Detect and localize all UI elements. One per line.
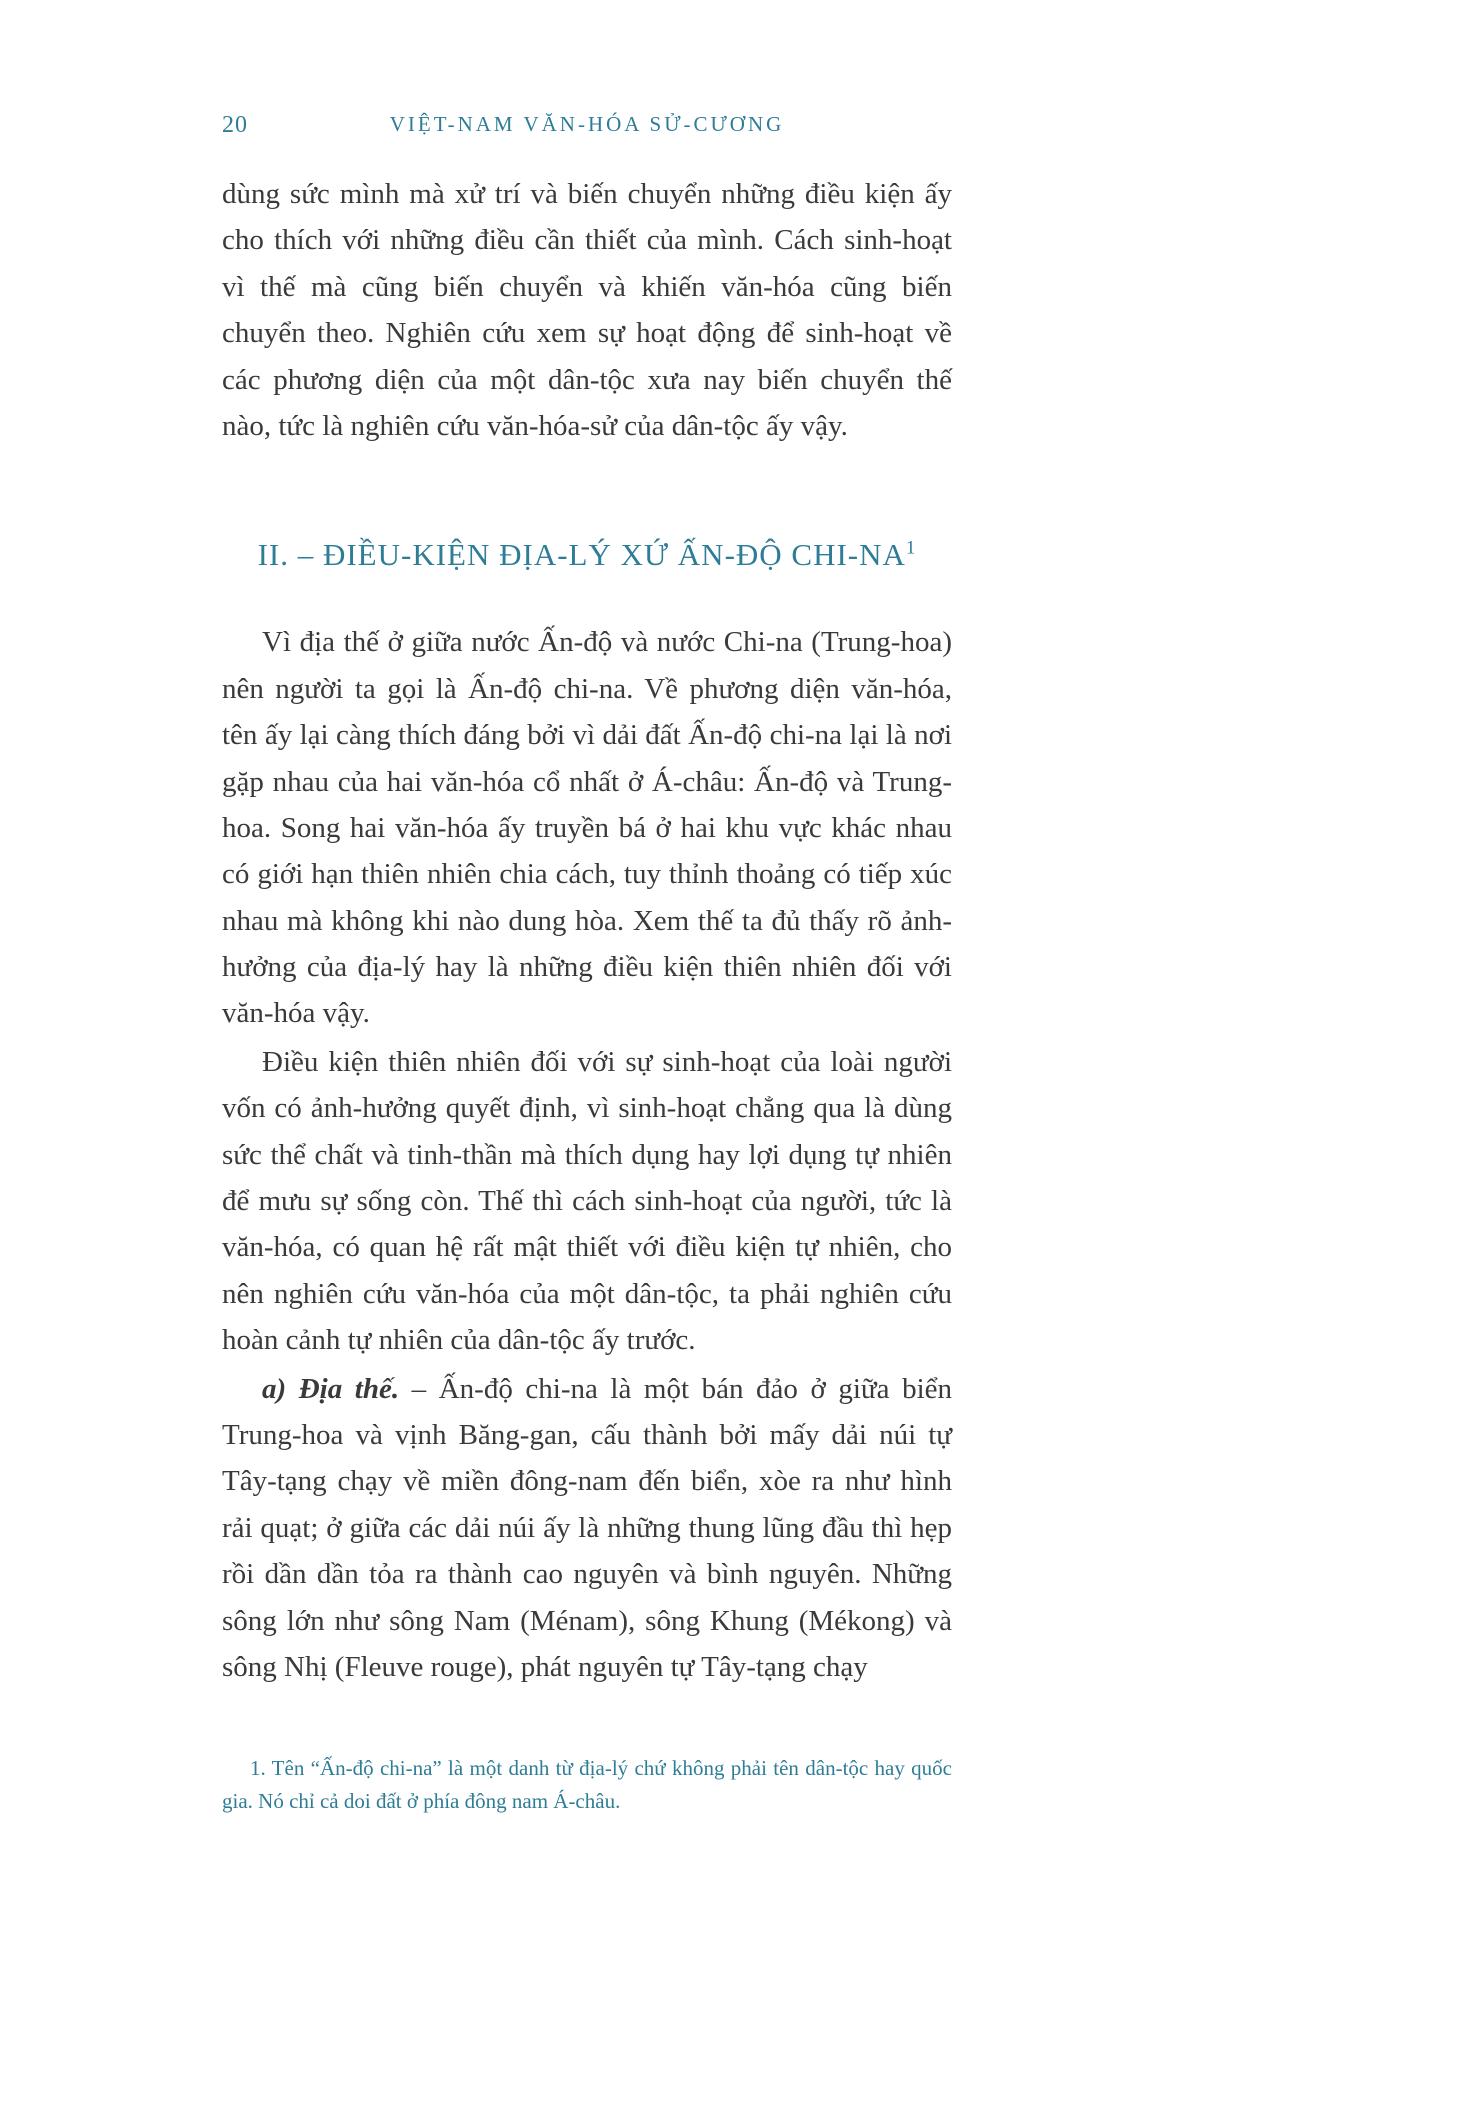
paragraph: Vì địa thế ở giữa nước Ấn-độ và nước Chi-na (Trung-hoa) nên người ta gọi là Ấn-độ chi-na. Về phương diện văn-hóa, tên ấy lại càng thích đáng bởi vì dải đất Ấn-độ chi-na lại là nơi gặp nhau của hai văn-hóa cổ nhất ở Á-châu: Ấn-độ và Trung-hoa. Song hai văn-hóa ấy truyền bá ở hai khu vực khác nhau có giới hạn thiên nhiên chia cách, tuy thỉnh thoảng có tiếp xúc nhau mà không khi nào dung hòa. Xem thế ta đủ thấy rõ ảnh-hưởng của địa-lý hay là những điều kiện thiên nhiên đối với văn-hóa vậy. (222, 626, 952, 1030)
running-header (222, 112, 952, 137)
footnote-reference: 1 (905, 538, 917, 560)
subsection-text: Ấn-độ chi-na là một bán đảo ở giữa biển Trung-hoa và vịnh Băng-gan, cấu thành bởi mấy dải núi tự Tây-tạng chạy về miền đông-nam đến biển, xòe ra như hình rải quạt; ở giữa các dải núi ấy là những thung lũng đầu thì hẹp rồi dần dần tỏa ra thành cao nguyên và bình nguyên. Những sông lớn như sông Nam (Ménam), sông Khung (Mékong) và sông Nhị (Fleuve rouge), phát nguyên tự Tây-tạng chạy (222, 1372, 952, 1683)
footnote: 1. Tên “Ấn-độ chi-na” là một danh từ địa-lý chứ không phải tên dân-tộc hay quốc gia. Nó chỉ cả doi đất ở phía đông nam Á-châu. (222, 1756, 952, 1813)
paragraph: Điều kiện thiên nhiên đối với sự sinh-hoạt của loài người vốn có ảnh-hưởng quyết định, vì sinh-hoạt chẳng qua là dùng sức thể chất và tinh-thần mà thích dụng hay lợi dụng tự nhiên để mưu sự sống còn. Thế thì cách sinh-hoạt của người, tức là văn-hóa, có quan hệ rất mật thiết với điều kiện tự nhiên, cho nên nghiên cứu văn-hóa của một dân-tộc, ta phải nghiên cứu hoàn cảnh tự nhiên của dân-tộc ấy trước. (222, 1045, 952, 1357)
page-number: 20 (222, 112, 248, 138)
subsection-lead: a) Địa thế. (262, 1372, 400, 1405)
subsection-dash: – (399, 1372, 439, 1405)
intro-paragraph: dùng sức mình mà xử trí và biến chuyển những điều kiện ấy cho thích với những điều cần thiết của mình. Cách sinh-hoạt vì thế mà cũng biến chuyển và khiến văn-hóa cũng biến chuyển theo. Nghiên cứu xem sự hoạt động để sinh-hoạt về các phương diện của một dân-tộc xưa nay biến chuyển thế nào, tức là nghiên cứu văn-hóa-sử của dân-tộc ấy vậy. (222, 178, 952, 442)
running-title: VIỆT-NAM VĂN-HÓA SỬ-CƯƠNG (389, 112, 785, 136)
section-heading-text: II. – ĐIỀU-KIỆN ĐỊA-LÝ XỨ ẤN-ĐỘ CHI-NA (257, 537, 906, 573)
subsection-paragraph (222, 1366, 952, 1691)
section-heading (222, 537, 952, 573)
